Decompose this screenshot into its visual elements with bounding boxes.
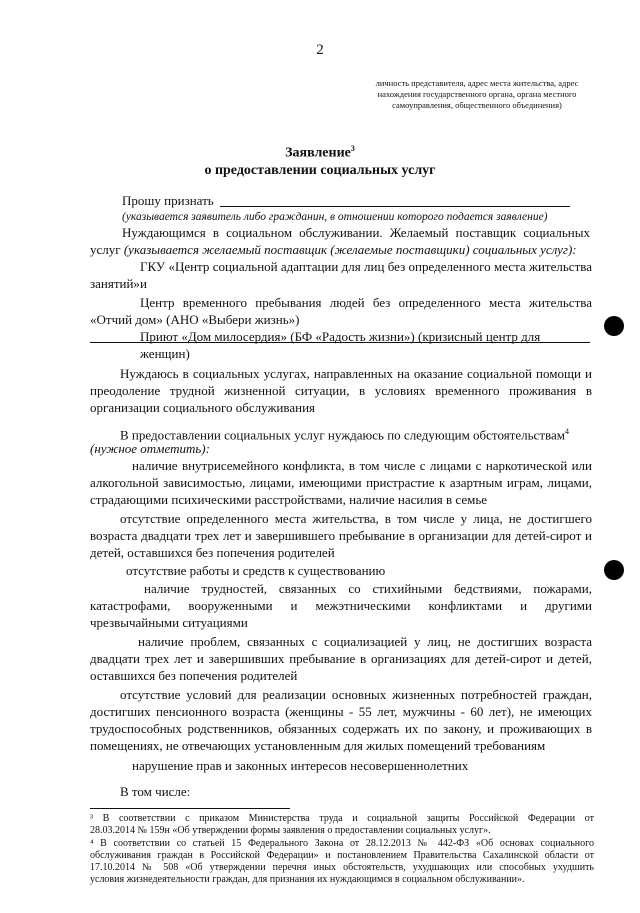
need-line-2 xyxy=(90,241,600,258)
provider-fill-line xyxy=(90,342,590,343)
footnote-3-line-2: 28.03.2014 № 159н «Об утверждении формы заявления о предоставлении социальных услуг». xyxy=(90,825,491,836)
circumstance-6-line-4: помещениях, не отвечающих установленным для жилых помещений требованиям xyxy=(90,738,546,753)
page-number: 2 xyxy=(316,42,324,58)
footnote-4-line-2: обслуживания граждан в Российской Федерации» и постановлением Правительства Сахалинской области от xyxy=(90,850,594,861)
circumstance-2-line-1: отсутствие определенного места жительства, в том числе у лица, не достигшего xyxy=(120,511,592,526)
need-line-1: Нуждающимся в социальном обслуживании. Желаемый поставщик социальных xyxy=(122,225,590,240)
need-line-2-hint: (указывается желаемый поставщик (желаемые поставщики) социальных услуг): xyxy=(123,242,577,257)
title-text: Заявление xyxy=(285,145,351,161)
circumstance-4-line-1: наличие трудностей, связанных со стихийными бедствиями, пожарами, xyxy=(144,581,592,596)
provider-3: Приют «Дом милосердия» (БФ «Радость жизни») (кризисный центр для женщин) xyxy=(140,329,541,361)
circumstances-hint: (нужное отметить): xyxy=(90,441,210,456)
circumstance-2-line-2: возраста двадцати трех лет и завершившего пребывание в организации для детей-сирот и xyxy=(90,528,592,543)
provider-2-line-1: Центр временного пребывания людей без определенного места жительства xyxy=(140,295,592,310)
footnote-4-line-3: 17.10.2014 № 508 «Об утверждении перечня иных обстоятельств, ухудшающих или способных ухудшить xyxy=(90,862,594,873)
punch-hole-top xyxy=(604,316,624,336)
circumstances-text: В предоставлении социальных услуг нуждаюсь по следующим обстоятельствам xyxy=(120,427,565,443)
services-line-2: преодоление трудной жизненной ситуации, в условиях временного проживания в xyxy=(90,383,592,398)
circumstance-3: отсутствие работы и средств к существованию xyxy=(126,563,386,578)
punch-hole-bottom xyxy=(604,560,624,580)
need-line-2-text: услуг xyxy=(90,242,124,257)
circumstance-1-line-1: наличие внутрисемейного конфликта, в том числе с лицами с наркотической или xyxy=(132,458,592,473)
circumstance-6-line-2: достигших пенсионного возраста (женщины - 55 лет, мужчины - 60 лет), не имеющих xyxy=(90,704,592,719)
circumstances-footnote-ref: 4 xyxy=(564,427,569,436)
circumstance-2-line-3: детей, оставшихся без попечения родителей xyxy=(90,545,335,560)
request-fill-line xyxy=(220,206,570,207)
footnote-4-line-1: ⁴ В соответствии со статьей 15 Федерального Закона от 28.12.2013 № 442-ФЗ «Об основах социального xyxy=(90,838,594,849)
circumstance-5-line-1: наличие проблем, связанных с социализацией у лиц, не достигших возраста xyxy=(138,634,592,649)
services-line-1: Нуждаюсь в социальных услугах, направленных на оказание социальной помощи и xyxy=(120,366,592,381)
circumstance-1-line-3: страдающими психическими расстройствами, наличие насилия в семье xyxy=(90,492,488,507)
request-hint: (указывается заявитель либо гражданин, в отношении которого подается заявление) xyxy=(122,211,548,223)
circumstance-5-line-3: оставшихся без попечения родителей xyxy=(90,668,298,683)
circumstance-4-line-2: катастрофами, вооруженными и межэтническими конфликтами и другими xyxy=(90,598,592,613)
request-label: Прошу признать xyxy=(122,193,214,208)
circumstance-4-line-3: чрезвычайными ситуациями xyxy=(90,615,248,630)
including-label: В том числе: xyxy=(120,784,191,799)
circumstance-7: нарушение прав и законных интересов несовершеннолетних xyxy=(132,758,469,773)
circumstance-6-line-3: трудоспособных родственников, обязанных содержать их по закону, и проживающих в xyxy=(90,721,592,736)
footnote-4-line-4: условия жизнедеятельности граждан, для признания их нуждающимся в социальном обслуживании». xyxy=(90,874,525,885)
circumstance-6-line-1: отсутствие условий для реализации основных жизненных потребностей граждан, xyxy=(120,687,592,702)
provider-1-line-1: ГКУ «Центр социальной адаптации для лиц без определенного места жительства и xyxy=(140,259,592,291)
circumstance-5-line-2: двадцати трех лет и завершивших пребывание в организациях для детей-сирот и детей, xyxy=(90,651,592,666)
footnote-separator xyxy=(90,808,290,809)
document-title xyxy=(0,144,640,162)
services-line-3: организации социального обслуживания xyxy=(90,400,316,415)
footnote-3-line-1: ³ В соответствии с приказом Министерства труда и социальной защиты Российской Федерации от xyxy=(90,813,594,824)
circumstance-1-line-2: алкогольной зависимостью, лицами, имеющими пристрастие к азартным играм, лицами, xyxy=(90,475,592,490)
title-footnote-ref: 3 xyxy=(350,144,355,153)
document-subtitle: о предоставлении социальных услуг xyxy=(204,163,436,178)
provider-1-line-2: занятий» xyxy=(90,276,140,291)
provider-2-line-2: «Отчий дом» (АНО «Выбери жизнь») xyxy=(90,312,300,327)
header-note: личность представителя, адрес места жительства, адрес нахождения государственного органа, органа местного самоуправления, общественного объединения) xyxy=(375,78,579,110)
